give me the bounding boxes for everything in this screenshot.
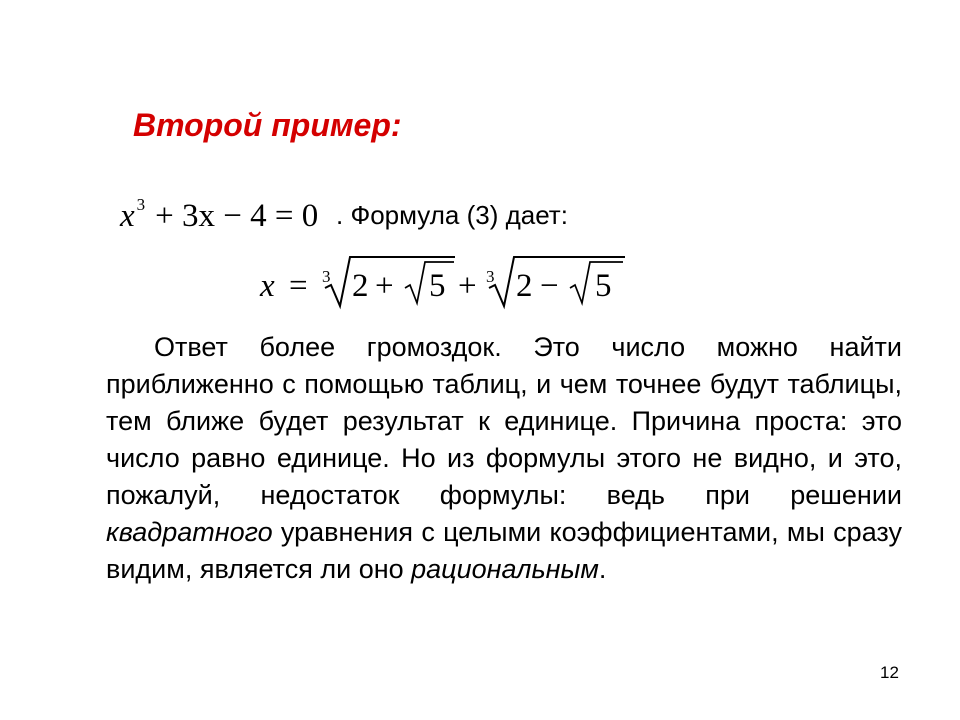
formula-plus: + [458, 268, 477, 304]
slide-title: Второй пример: [133, 107, 402, 143]
formula-equals: = [289, 268, 308, 304]
root2-index: 3 [486, 267, 495, 286]
root2-two: 2 [516, 268, 533, 304]
root2-five: 5 [595, 268, 612, 304]
root1-plus: + [375, 268, 394, 304]
emphasis-quadratic: квадратного [106, 517, 273, 547]
explanation-paragraph [106, 329, 902, 588]
root1-two: 2 [352, 268, 369, 304]
eq-rest: + 3x − 4 = 0 [155, 198, 319, 234]
paragraph-part1: Ответ более громоздок. Это число можно найти приближенно с помощью таблиц, и чем точнее будут таблицы, тем ближе будет результат к единице. Причина проста: это число равно единице. Но из формулы этого не видно, и это, пожалуй, недостаток формулы: ведь при решении [106, 332, 902, 510]
formula-x: x [260, 268, 275, 304]
formula-reference: . Формула (3) дает: [336, 200, 568, 230]
eq-exponent: 3 [136, 195, 146, 214]
emphasis-rational: рациональным [411, 554, 599, 584]
cardano-formula [255, 248, 635, 310]
paragraph-part2: уравнения с целыми коэффициентами, мы сразу видим, является ли оно [106, 517, 902, 584]
root1-index: 3 [322, 267, 331, 286]
root1-five: 5 [429, 268, 446, 304]
cubic-equation [120, 195, 318, 235]
root2-minus: − [540, 268, 559, 304]
eq-variable: x [120, 198, 135, 234]
paragraph-part3: . [598, 554, 607, 584]
page-number: 12 [880, 663, 899, 682]
